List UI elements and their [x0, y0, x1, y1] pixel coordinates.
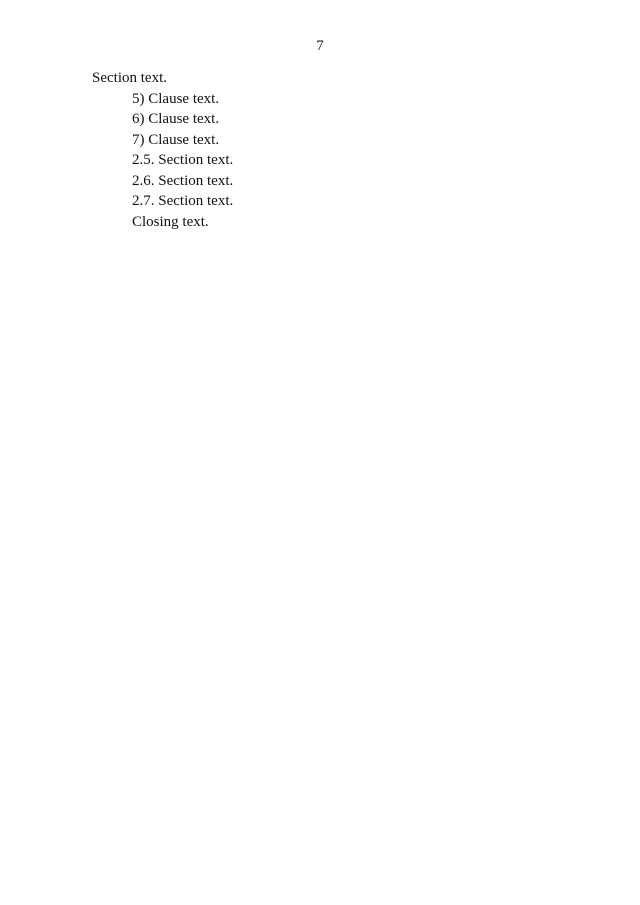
paragraph-item-5: 5) Clause text.: [132, 90, 220, 107]
paragraph-no-return: Closing text.: [132, 213, 209, 230]
paragraph-continuation: Section text.: [92, 70, 167, 86]
paragraph-2-7: 2.7. Section text.: [132, 193, 234, 209]
page-number: 7: [316, 38, 324, 54]
paragraph-2-5: 2.5. Section text.: [132, 152, 234, 168]
paragraph-item-7: 7) Clause text.: [132, 131, 220, 148]
paragraph-2-6: 2.6. Section text.: [132, 172, 234, 189]
document-body: [92, 68, 598, 232]
paragraph-item-6: 6) Clause text.: [132, 111, 220, 127]
